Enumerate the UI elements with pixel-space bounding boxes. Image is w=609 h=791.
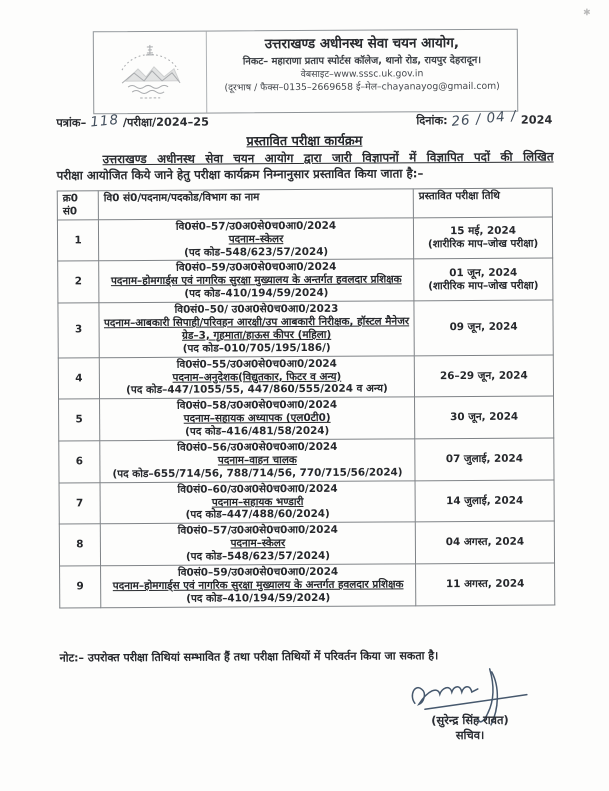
post-code: (पद कोड–416/481/58/2024): [185, 424, 330, 438]
ref-line: [56, 107, 553, 131]
letter-number: [56, 111, 209, 131]
row-serial: 8: [59, 524, 100, 566]
advt-number: वि0सं0–59/उ0अ0से0च0आ0/2024: [177, 565, 339, 579]
exam-date-note: (शारीरिक माप–जोख परीक्षा): [428, 279, 539, 293]
post-code: (पद कोड–655/714/56, 788/714/56, 770/715/56/2024): [112, 466, 403, 480]
post-code: (पद कोड–548/623/57/2024): [184, 245, 329, 259]
note-line: नोट:– उपरोक्त परीक्षा तिथियां सम्भावित हैं तथा परीक्षा तिथियों में परिवर्तन किया जा सकता है।: [59, 649, 439, 665]
date-label: दिनांक:: [416, 114, 448, 128]
exam-date-note: (शारीरिक माप–जोख परीक्षा): [427, 237, 539, 251]
table-row: [58, 355, 553, 400]
signatory-name: (सुरेन्द्र सिंह रावत): [431, 712, 509, 728]
table-row: [60, 563, 555, 608]
exam-date: 30 जून, 2024: [450, 410, 519, 424]
post-code: (पद कोड–410/194/59/2024): [184, 287, 329, 300]
org-address: निकट– महाराणा प्रताप स्पोर्टस कॉलेज, थानो रोड, रायपुर देहरादून।: [242, 54, 482, 68]
post-name: पदनाम–स्केलर: [228, 232, 284, 246]
letter-number-handwritten: 118: [89, 111, 120, 131]
post-name: पदनाम–होमगार्ड्स एवं नागरिक सुरक्षा मुख्यालय के अन्तर्गत हवलदार प्रशिक्षक: [110, 273, 402, 288]
exam-date: 07 जुलाई, 2024: [445, 452, 523, 466]
letter-number-suffix: /परीक्षा/2024–25: [122, 115, 209, 130]
row-serial: 3: [58, 303, 99, 358]
post-code: (पद कोड–548/623/57/2024): [185, 550, 331, 563]
header-post-details: वि0 सं0/पदनाम/पदकोड/विभाग का नाम: [98, 189, 413, 220]
post-name: पदनाम–सहायक भण्डारी: [211, 495, 304, 509]
exam-date: 11 अगस्त, 2024: [445, 577, 525, 591]
table-row: [58, 258, 553, 303]
advt-number: वि0सं0–60/उ0अ0से0च0आ0/2024: [177, 482, 338, 496]
date-year: 2024: [520, 113, 553, 127]
letterhead-text: [207, 30, 517, 113]
exam-date: 14 जुलाई, 2024: [446, 494, 524, 507]
table-row: [59, 521, 554, 566]
letter-number-label: पत्रांक–: [56, 116, 87, 130]
post-name: पदनाम–स्केलर: [230, 537, 286, 550]
exam-date: 04 अगस्त, 2024: [445, 535, 525, 549]
advt-number: वि0सं0–56/उ0अ0से0च0आ0/2024: [177, 440, 338, 454]
row-serial: 9: [60, 566, 101, 608]
emblem-logo: [94, 32, 207, 114]
table-header-row: [57, 188, 552, 220]
advt-number: वि0सं0–57/उ0अ0से0च0आ0/2024: [175, 219, 337, 233]
table-row: [59, 480, 554, 525]
advt-number: वि0सं0–57/उ0अ0से0च0आ0/2024: [177, 524, 338, 538]
scan-speck: ✱: [583, 8, 591, 19]
exam-date: 26–29 जून, 2024: [439, 369, 528, 382]
post-code: (पद कोड–010/705/195/186/): [182, 341, 331, 355]
post-name: पदनाम–सहायक अध्यापक (एल0टी0): [183, 412, 331, 425]
page-title: प्रस्तावित परीक्षा कार्यक्रम: [246, 133, 363, 150]
post-code: (पद कोड–447/488/60/2024): [185, 508, 330, 522]
exam-date: 01 जून, 2024: [449, 266, 518, 280]
post-name: पदनाम–अनुदेशक(विद्युतकार, फिटर व अन्य): [172, 370, 342, 384]
signature-block: [388, 666, 552, 743]
advt-number: वि0सं0–58/उ0अ0से0च0आ0/2024: [176, 399, 338, 413]
intro-line2: परीक्षा आयोजित किये जाने हेतु परीक्षा कार्यक्रम निम्नानुसार प्रस्तावित किया जाता है:–: [56, 166, 424, 183]
signatory-designation: सचिव।: [455, 727, 485, 743]
uttarakhand-emblem-icon: [113, 37, 187, 107]
date-handwritten: 26 / 04 /: [450, 107, 518, 130]
row-serial: 1: [57, 220, 98, 262]
post-code: (पद कोड–410/194/59/2024): [186, 591, 331, 605]
post-name: पदनाम–वाहन चालक: [217, 453, 297, 467]
post-code: (पद कोड–447/1055/55, 447/860/555/2024 व अन्य): [126, 382, 388, 397]
table-row: [59, 396, 554, 441]
advt-number: वि0सं0–59/उ0अ0से0च0आ0/2024: [176, 261, 337, 275]
advt-number: वि0सं0–55/उ0अ0से0च0आ0/2024: [176, 357, 337, 371]
org-name: उत्तराखण्ड अधीनस्थ सेवा चयन आयोग,: [264, 35, 460, 53]
header-exam-date: प्रस्तावित परीक्षा तिथि: [413, 188, 552, 218]
table-row: [58, 300, 553, 358]
org-website: वेबसाइट–www.sssc.uk.gov.in: [300, 68, 424, 81]
letterhead-box: [93, 29, 518, 115]
row-serial: 7: [59, 482, 100, 524]
date-line: [416, 107, 553, 130]
org-contact: (दूरभाष / फैक्स–0135–2669658 ई–मेल–chayanayog@gmail.com): [224, 80, 500, 94]
advt-number: वि0सं0–50/ उ0अ0से0च0आ0/2023: [174, 302, 339, 316]
intro-paragraph: [57, 148, 554, 183]
post-name: पदनाम–होमगार्ड्स एवं नागरिक सुरक्षा मुख्यालय के अन्तर्गत हवलदार प्रशिक्षक: [112, 578, 404, 593]
row-serial: 5: [59, 399, 100, 441]
row-serial: 4: [58, 357, 99, 399]
post-name: पदनाम–आबकारी सिपाही/परिवहन आरक्षी/उप आबकारी निरीक्षक, हॉस्टल मैनेजर ग्रेड–3, गृहमाता/हाऊस कीपर (महिला): [103, 315, 410, 342]
table-row: [57, 217, 552, 262]
exam-date: 15 मई, 2024: [450, 224, 516, 238]
header-serial: क्र0 सं0: [57, 191, 98, 220]
exam-schedule-table: [57, 187, 556, 608]
row-serial: 6: [59, 441, 100, 483]
row-serial: 2: [58, 261, 99, 303]
exam-date: 09 जून, 2024: [449, 321, 518, 334]
intro-line1: उत्तराखण्ड अधीनस्थ सेवा चयन आयोग द्वारा जारी विज्ञापनों में विज्ञापित पदों की लिखित: [102, 149, 554, 167]
table-row: [59, 438, 554, 483]
